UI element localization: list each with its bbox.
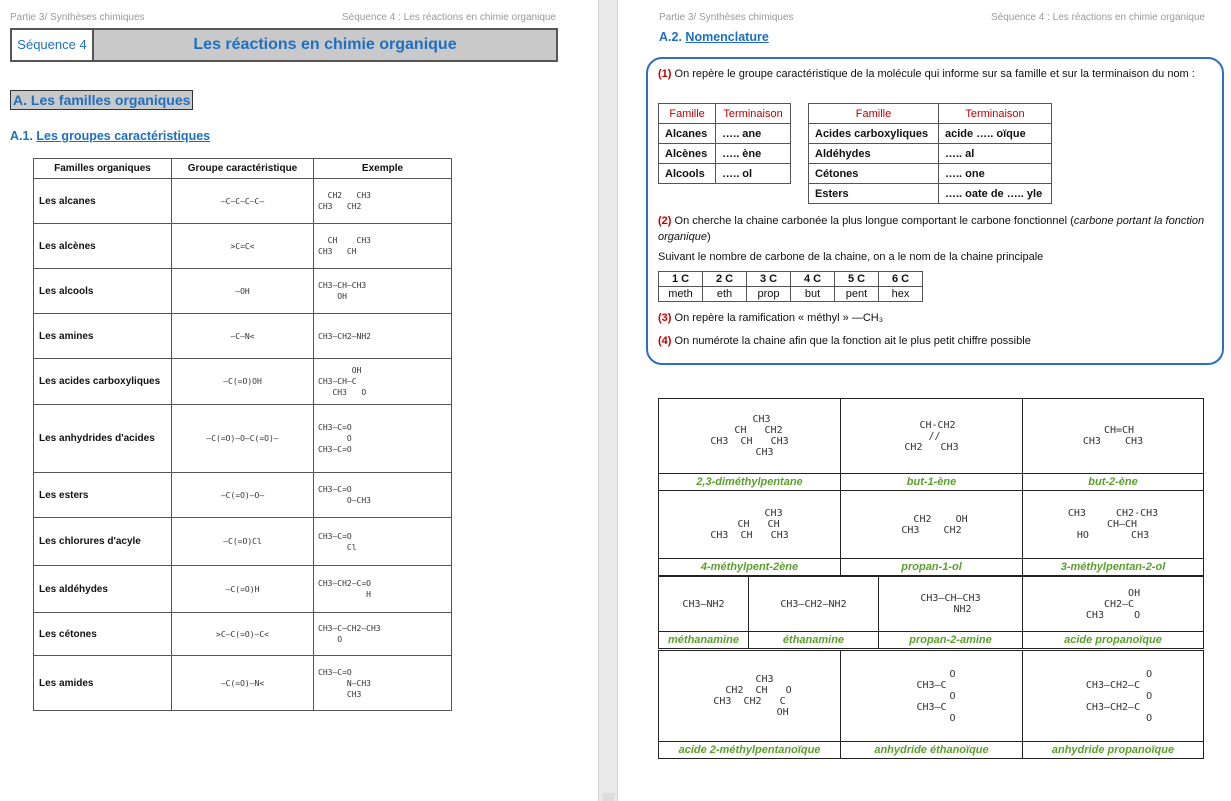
group-structure: —C(=O)—O—C(=O)—: [172, 405, 314, 473]
example-name: but-1-ène: [841, 474, 1023, 491]
example-name: éthanamine: [749, 632, 879, 649]
group-structure: —C(=O)OH: [172, 359, 314, 405]
examples-grid-top: [658, 398, 1204, 576]
family-cell: Alcools: [659, 164, 716, 184]
step-2-text: On cherche la chaine carbonée la plus longue comportant le carbone fonctionnel (: [674, 215, 1074, 227]
example-name: propan-1-ol: [841, 559, 1023, 576]
family-name: Les chlorures d'acyle: [34, 518, 172, 566]
example-formula: CH3 CH2-CH3 CH—CH HO CH3: [1023, 491, 1204, 559]
carbon-count: 2 C: [703, 272, 747, 287]
group-structure: >C—C(=O)—C<: [172, 613, 314, 656]
step-2-number: (2): [658, 215, 672, 227]
prefix: hex: [879, 287, 923, 302]
family-name: Les cétones: [34, 613, 172, 656]
table-row: [34, 224, 452, 269]
family-cell: Alcènes: [659, 144, 716, 164]
table-row: [34, 314, 452, 359]
section-a2-title: Nomenclature: [685, 30, 769, 44]
example-structure: CH2 CH3 CH3 CH2: [314, 179, 452, 224]
step-4: [658, 333, 1031, 349]
right-page: [618, 0, 1231, 801]
example-formula: CH3—NH2: [659, 577, 749, 632]
example-formula: CH-CH2 // CH2 CH3: [841, 399, 1023, 474]
ending-cell: ….. ol: [716, 164, 791, 184]
table-row: [34, 359, 452, 405]
example-structure: CH3—C=O O CH3—C=O: [314, 405, 452, 473]
prefix: prop: [747, 287, 791, 302]
example-formula: OH CH2—C CH3 O: [1023, 577, 1204, 632]
example-formula: O CH3—CH2—C O CH3—CH2—C O: [1023, 651, 1204, 742]
table-header-row: [34, 159, 452, 179]
carbon-count: 6 C: [879, 272, 923, 287]
family-name: Les alcools: [34, 269, 172, 314]
sequence-title: Les réactions en chimie organique: [94, 30, 556, 60]
col-terminaison: Terminaison: [939, 104, 1052, 124]
terminations-table-1: [658, 103, 791, 184]
col-example: Exemple: [314, 159, 452, 179]
example-formula: CH3—CH—CH3 NH2: [879, 577, 1023, 632]
example-formula: CH=CH CH3 CH3: [1023, 399, 1204, 474]
ending-cell: ….. al: [939, 144, 1052, 164]
table-row: [34, 179, 452, 224]
col-famille: Famille: [659, 104, 716, 124]
carbon-prefix-table: [658, 271, 923, 302]
table-row: [34, 473, 452, 518]
family-name: Les anhydrides d'acides: [34, 405, 172, 473]
section-a2-heading: [659, 30, 769, 44]
ending-cell: acide ….. oïque: [939, 124, 1052, 144]
example-formula: CH2 OH CH3 CH2: [841, 491, 1023, 559]
page-gutter: [598, 0, 618, 801]
sequence-label: Séquence 4: [12, 30, 94, 60]
example-structure: CH3—C=O N—CH3 CH3: [314, 656, 452, 711]
example-structure: CH3—CH2—NH2: [314, 314, 452, 359]
step-3: [658, 310, 883, 326]
family-name: Les aldéhydes: [34, 566, 172, 613]
step-2-italic: carbone portant la fonction organique: [658, 215, 1205, 243]
carbon-count: 5 C: [835, 272, 879, 287]
example-structure: CH CH3 CH3 CH: [314, 224, 452, 269]
step-3-number: (3): [658, 312, 672, 324]
header-left: Partie 3/ Synthèses chimiques: [659, 12, 794, 23]
left-page: [0, 0, 598, 801]
step-3-text: On repère la ramification « méthyl » —CH₃: [674, 312, 884, 324]
section-a1-heading: [10, 129, 210, 143]
step-2: [658, 213, 1206, 245]
family-name: Les esters: [34, 473, 172, 518]
step-2-sub: Suivant le nombre de carbone de la chaine, on a le nom de la chaine principale: [658, 251, 1044, 263]
family-name: Les amides: [34, 656, 172, 711]
table-row: [34, 656, 452, 711]
family-name: Les amines: [34, 314, 172, 359]
group-structure: —C(=O)H: [172, 566, 314, 613]
step-1-text: On repère le groupe caractéristique de la molécule qui informe sur sa famille et sur la terminaison du nom :: [674, 68, 1195, 80]
carbon-count: 3 C: [747, 272, 791, 287]
table-row: [34, 613, 452, 656]
example-structure: CH3—C=O O—CH3: [314, 473, 452, 518]
family-cell: Aldéhydes: [809, 144, 939, 164]
step-1: [658, 66, 1206, 82]
terminations-table-2: [808, 103, 1052, 204]
step-4-number: (4): [658, 335, 672, 347]
carbon-count: 4 C: [791, 272, 835, 287]
examples-grid-amines: [658, 576, 1204, 649]
family-name: Les acides carboxyliques: [34, 359, 172, 405]
carbon-count: 1 C: [659, 272, 703, 287]
header-right: Séquence 4 : Les réactions en chimie organique: [990, 12, 1205, 23]
ending-cell: ….. ane: [716, 124, 791, 144]
ending-cell: ….. one: [939, 164, 1052, 184]
group-structure: —C(=O)Cl: [172, 518, 314, 566]
section-a1-title: Les groupes caractéristiques: [36, 129, 211, 143]
col-families: Familles organiques: [34, 159, 172, 179]
example-name: acide 2-méthylpentanoïque: [659, 742, 841, 759]
step-1-number: (1): [658, 68, 672, 80]
section-a2-number: A.2.: [659, 30, 682, 44]
example-name: but-2-ène: [1023, 474, 1204, 491]
prefix: pent: [835, 287, 879, 302]
example-name: méthanamine: [659, 632, 749, 649]
family-cell: Acides carboxyliques: [809, 124, 939, 144]
example-structure: CH3—CH2—C=O H: [314, 566, 452, 613]
example-name: acide propanoïque: [1023, 632, 1204, 649]
prefix: meth: [659, 287, 703, 302]
group-structure: —C—C—C—C—: [172, 179, 314, 224]
example-formula: O CH3—C O CH3—C O: [841, 651, 1023, 742]
table-row: [34, 566, 452, 613]
step-4-text: On numérote la chaine afin que la fonction ait le plus petit chiffre possible: [674, 335, 1031, 347]
example-formula: CH3 CH2 CH O CH3 CH2 C OH: [659, 651, 841, 742]
family-name: Les alcènes: [34, 224, 172, 269]
example-name: anhydride propanoïque: [1023, 742, 1204, 759]
group-structure: >C=C<: [172, 224, 314, 269]
prefix: eth: [703, 287, 747, 302]
table-row: [34, 269, 452, 314]
header-left: Partie 3/ Synthèses chimiques: [10, 12, 145, 23]
example-structure: CH3—C—CH2—CH3 O: [314, 613, 452, 656]
sequence-banner: [10, 28, 558, 62]
table-row: [34, 405, 452, 473]
step-2-end: ): [706, 231, 711, 243]
example-structure: OH CH3—CH—C CH3 O: [314, 359, 452, 405]
header-right: Séquence 4 : Les réactions en chimie organique: [341, 12, 556, 23]
group-structure: —C—N<: [172, 314, 314, 359]
ending-cell: ….. oate de ….. yle: [939, 184, 1052, 204]
example-name: 4-méthylpent-2ène: [659, 559, 841, 576]
family-cell: Cétones: [809, 164, 939, 184]
group-structure: —C(=O)—N<: [172, 656, 314, 711]
group-structure: —C(=O)—O—: [172, 473, 314, 518]
families-table: [33, 158, 452, 711]
col-terminaison: Terminaison: [716, 104, 791, 124]
section-a1-number: A.1.: [10, 129, 33, 143]
example-formula: CH3 CH CH CH3 CH CH3: [659, 491, 841, 559]
prefix: but: [791, 287, 835, 302]
gutter-marker: [603, 793, 615, 801]
section-a-heading: A. Les familles organiques: [10, 90, 193, 110]
example-structure: CH3—CH—CH3 OH: [314, 269, 452, 314]
family-cell: Esters: [809, 184, 939, 204]
example-name: 3-méthylpentan-2-ol: [1023, 559, 1204, 576]
family-name: Les alcanes: [34, 179, 172, 224]
col-group: Groupe caractéristique: [172, 159, 314, 179]
example-name: propan-2-amine: [879, 632, 1023, 649]
example-formula: CH3 CH CH2 CH3 CH CH3 CH3: [659, 399, 841, 474]
group-structure: —OH: [172, 269, 314, 314]
example-structure: CH3—C=O Cl: [314, 518, 452, 566]
example-formula: CH3—CH2—NH2: [749, 577, 879, 632]
examples-grid-bottom: [658, 650, 1204, 759]
example-name: 2,3-diméthylpentane: [659, 474, 841, 491]
family-cell: Alcanes: [659, 124, 716, 144]
col-famille: Famille: [809, 104, 939, 124]
ending-cell: ….. ène: [716, 144, 791, 164]
example-name: anhydride éthanoïque: [841, 742, 1023, 759]
table-row: [34, 518, 452, 566]
